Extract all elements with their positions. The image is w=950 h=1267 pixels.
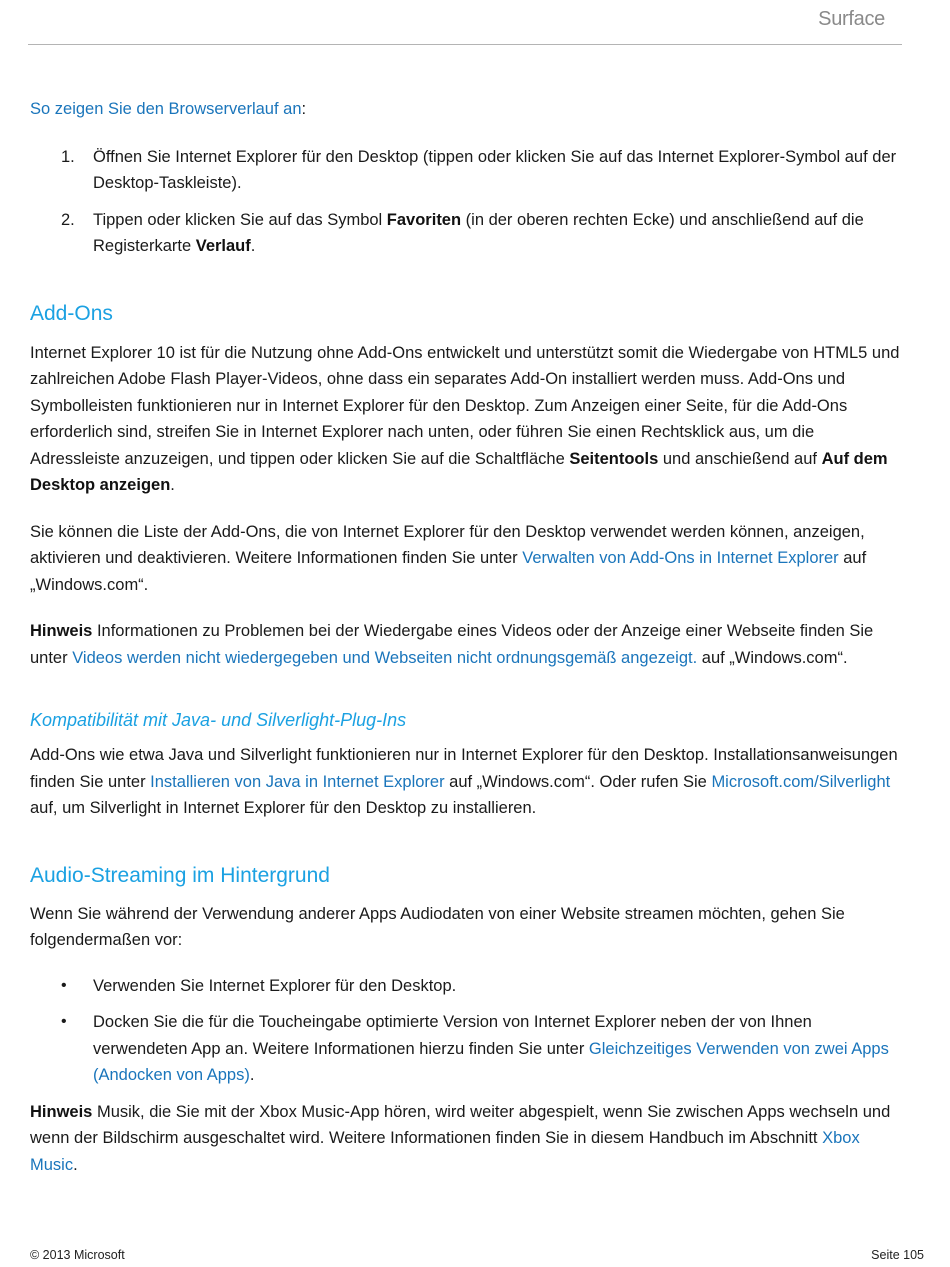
list-item	[30, 207, 900, 260]
addons-paragraph-1	[30, 340, 900, 499]
paragraph-text: und anschießend auf	[658, 449, 822, 468]
paragraph-text: Sie können die Liste der Add-Ons, die von Internet Explorer für den Desktop verwendet werden können, anzeigen, aktivieren und deaktivieren. Weitere Informationen finden Sie unter	[30, 522, 865, 567]
paragraph-text: .	[73, 1155, 78, 1174]
snap-apps-link[interactable]: Gleichzeitiges Verwenden von zwei Apps (Andocken von Apps)	[93, 1039, 889, 1084]
video-troubleshoot-link[interactable]: Videos werden nicht wiedergegeben und Webseiten nicht ordnungsgemäß angezeigt.	[72, 648, 698, 667]
bullet-text: Docken Sie die für die Toucheingabe optimierte Version von Internet Explorer neben der von Ihnen verwendeten App an. Weitere Informationen hierzu finden Sie unter	[93, 1013, 812, 1058]
favorites-term: Favoriten	[386, 210, 462, 229]
footer-copyright: © 2013 Microsoft	[30, 1248, 125, 1262]
footer-page-number: Seite 105	[871, 1248, 924, 1262]
paragraph-text: auf, um Silverlight in Internet Explorer für den Desktop zu installieren.	[30, 799, 537, 817]
audio-note	[30, 1099, 900, 1179]
list-item	[30, 1009, 900, 1089]
addons-paragraph-2	[30, 519, 900, 599]
paragraph-text: Add-Ons wie etwa Java und Silverlight funktionieren nur in Internet Explorer für den Desktop. Installationsanweisungen finden Sie unter	[30, 746, 898, 791]
paragraph-text: auf „Windows.com“. Oder rufen Sie	[444, 772, 712, 791]
addons-note	[30, 618, 900, 671]
audio-options	[30, 973, 900, 1089]
list-item	[30, 973, 900, 1000]
section-heading-audio: Audio-Streaming im Hintergrund	[30, 863, 330, 887]
history-steps	[30, 144, 900, 260]
paragraph-text: Internet Explorer 10 ist für die Nutzung ohne Add-Ons entwickelt und unterstützt somit die Wiedergabe von HTML5 und zahlreichen Adobe Flash Player-Videos, ohne dass ein separates Add-On installiert werden muss. Add-Ons und Symbolleisten funktionieren nur in Internet Explorer für den Desktop. Zum Anzeigen einer Seite, für die Add-Ons erforderlich sind, streifen Sie in Internet Explorer nach unten, oder führen Sie einen Rechtsklick aus, um die Adressleiste anzuzeigen, und tippen oder klicken Sie auf die Schaltfläche	[30, 343, 900, 468]
audio-intro: Wenn Sie während der Verwendung anderer Apps Audiodaten von einer Website streamen möchten, gehen Sie folgendermaßen vor:	[30, 904, 845, 949]
brand-logo-text: Surface	[818, 8, 885, 30]
show-on-desktop-term: Auf dem Desktop anzeigen	[30, 449, 888, 494]
install-java-link[interactable]: Installieren von Java in Internet Explorer	[150, 772, 445, 791]
step-number: 2.	[61, 210, 75, 229]
history-title-link[interactable]: So zeigen Sie den Browserverlauf an	[30, 100, 302, 118]
history-intro	[30, 96, 900, 123]
paragraph-text: Musik, die Sie mit der Xbox Music-App hören, wird weiter abgespielt, wenn Sie zwischen Apps wechseln und wenn der Bildschirm ausgeschaltet wird. Weitere Informationen finden Sie in diesem Handbuch im Abschnitt	[30, 1102, 891, 1147]
paragraph-text: auf „Windows.com“.	[697, 648, 848, 667]
section-heading-compat: Kompatibilität mit Java- und Silverlight-Plug-Ins	[30, 710, 407, 730]
silverlight-link[interactable]: Microsoft.com/Silverlight	[711, 772, 891, 791]
page-content	[30, 96, 900, 1178]
bullet-icon: •	[61, 976, 67, 994]
bullet-text: .	[249, 1066, 255, 1084]
history-title-colon: :	[301, 100, 307, 118]
note-label: Hinweis	[30, 1102, 93, 1121]
bullet-text: Verwenden Sie Internet Explorer für den Desktop.	[93, 976, 457, 995]
step-text: (in der oberen rechten Ecke) und anschließend auf die Registerkarte	[93, 210, 864, 255]
page-tools-term: Seitentools	[569, 449, 659, 468]
paragraph-text: .	[170, 476, 175, 494]
step-text: .	[250, 237, 256, 255]
compat-paragraph	[30, 742, 900, 822]
paragraph-text: auf „Windows.com“.	[30, 549, 867, 594]
header-divider	[28, 44, 902, 45]
list-item	[30, 144, 900, 197]
step-text: Öffnen Sie Internet Explorer für den Desktop (tippen oder klicken Sie auf das Internet Explorer-Symbol auf der Desktop-Taskleiste).	[93, 147, 897, 192]
history-term: Verlauf	[195, 237, 251, 255]
step-text: Tippen oder klicken Sie auf das Symbol	[93, 210, 387, 229]
note-label: Hinweis	[30, 622, 93, 640]
xbox-music-link[interactable]: Xbox Music	[30, 1129, 860, 1174]
manage-addons-link[interactable]: Verwalten von Add-Ons in Internet Explorer	[522, 549, 839, 567]
step-number: 1.	[61, 147, 75, 166]
paragraph-text: Informationen zu Problemen bei der Wiedergabe eines Videos oder der Anzeige einer Webseite finden Sie unter	[30, 622, 874, 667]
bullet-icon: •	[61, 1013, 67, 1030]
section-heading-addons: Add-Ons	[30, 301, 113, 325]
